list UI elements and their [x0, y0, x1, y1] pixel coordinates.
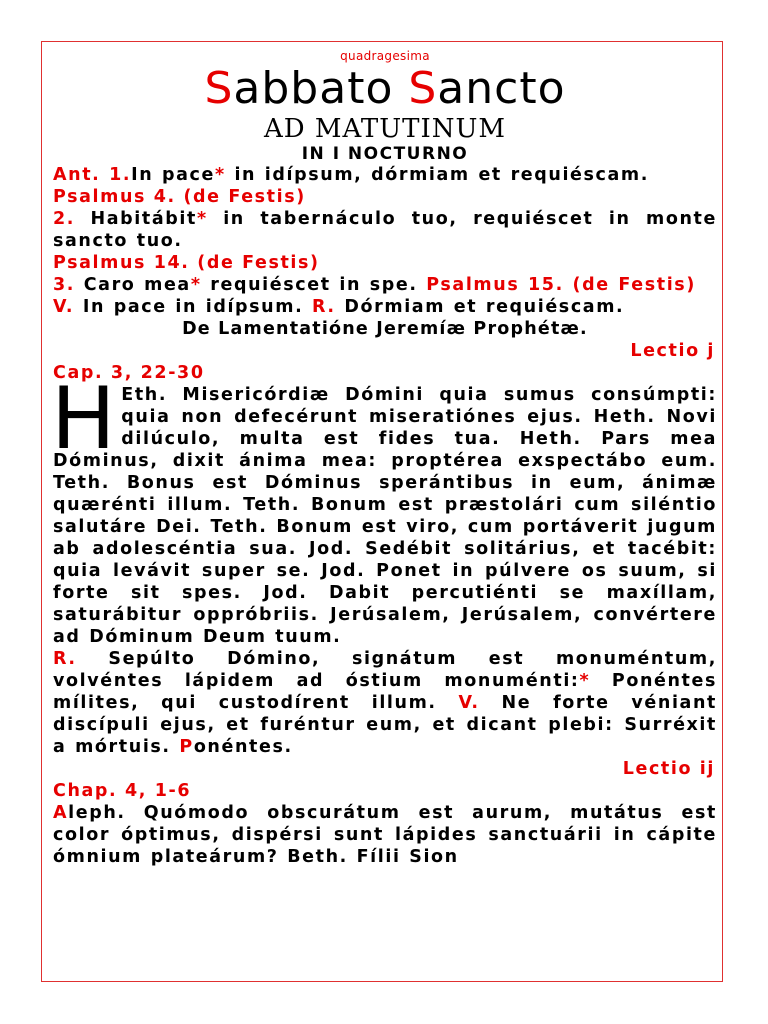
asterisk: * — [579, 671, 591, 691]
title-initial-2: S — [408, 63, 438, 114]
hour-title: AD MATUTINUM — [263, 114, 506, 144]
page-title — [53, 64, 717, 114]
asterisk: * — [190, 275, 202, 295]
antiphon-3-text-a: Caro mea — [75, 275, 191, 295]
versicle — [53, 296, 717, 318]
lectio-1-chapter: Cap. 3, 22-30 — [53, 363, 205, 383]
antiphon-2 — [53, 208, 717, 252]
nocturn-title: IN I NOCTURNO — [301, 144, 469, 164]
responsory-1 — [53, 648, 717, 758]
response-label: R. — [312, 297, 336, 317]
antiphon-1-text-b: in idípsum, dórmiam et requiéscam. — [225, 165, 650, 185]
response-text: Dórmiam et requiéscam. — [335, 297, 625, 317]
antiphon-2-label: 2. — [53, 209, 76, 229]
antiphon-2-text-b: in tabernáculo tuo, requiéscet in monte sancto tuo. — [53, 209, 717, 251]
psalm-15-heading: Psalmus 15. (de Festis) — [426, 275, 696, 295]
lectio-1-body: Eth. Misericórdiæ Dómini quia sumus consúmpti: quia non defecérunt miseratiónes ejus. Heth. Novi dilúculo, multa est fides tua. Heth. Pars mea Dóminus, dixit ánima mea: proptérea exspectábo eum. Teth. Bonus est Dóminus sperántibus in eum, ánimæ quærénti illum. Teth. Bonum est præstolári cum siléntio salutáre Dei. Teth. Bonum est viro, cum portáverit jugum ab adolescéntia sua. Jod. Sedébit solitárius, et tacébit: quia levávit super se. Jod. Ponet in púlvere os suum, si forte sit spes. Jod. Dabit percutiénti se maxíllam, saturábitur oppróbriis. Jerúsalem, Jerúsalem, convértere ad Dóminum Deum tuum. — [53, 385, 717, 647]
title-part-1: abbato — [233, 63, 409, 114]
responsory-versicle-text: Ne forte véniant discípuli ejus, et furéntur eum, et dicant plebi: Surréxit a mórtuis. — [53, 693, 717, 757]
responsory-versicle-label: V. — [458, 693, 480, 713]
antiphon-2-text-a: Habitábit — [75, 209, 197, 229]
psalm-14-heading: Psalmus 14. (de Festis) — [53, 253, 320, 273]
asterisk: * — [214, 165, 226, 185]
responsory-text-a: Sepúlto Dómino, signátum est monuméntum, volvéntes lápidem ad óstium monuménti: — [53, 649, 717, 691]
versicle-text: In pace in idípsum. — [74, 297, 313, 317]
title-part-2: ancto — [437, 63, 566, 114]
lectio-2-chapter: Chap. 4, 1-6 — [53, 781, 192, 801]
psalm-4-heading: Psalmus 4. (de Festis) — [53, 187, 306, 207]
lamentation-title: De Lamentatióne Jeremíæ Prophétæ. — [182, 319, 588, 339]
antiphon-1 — [53, 164, 717, 186]
antiphon-1-label: Ant. 1. — [53, 165, 132, 185]
title-initial-1: S — [204, 63, 234, 114]
antiphon-1-text-a: In pace — [131, 165, 215, 185]
antiphon-3-label: 3. — [53, 275, 76, 295]
antiphon-3-text-b: requiéscet in spe. — [201, 275, 427, 295]
repetition-initial: P — [179, 737, 194, 757]
asterisk: * — [196, 209, 208, 229]
lectio-2-body: leph. Quómodo obscurátum est aurum, mutátus est color óptimus, dispérsi sunt lápides sanctuárii in cápite ómnium plateárum? Beth. Fílii Sion — [53, 803, 717, 867]
antiphon-3 — [53, 274, 717, 296]
office-text — [53, 48, 717, 868]
season-label: quadragesima — [340, 49, 430, 63]
lectio-2-text — [53, 802, 717, 868]
lectio-2-initial: A — [53, 803, 69, 823]
responsory-label: R. — [53, 649, 77, 669]
responsory-text-b: Ponéntes mílites, qui custodírent illum. — [53, 671, 717, 713]
drop-cap: H — [51, 369, 118, 469]
lectio-1-label: Lectio j — [630, 341, 715, 361]
versicle-label: V. — [53, 297, 75, 317]
lectio-2-label: Lectio ij — [622, 759, 715, 779]
repetition-text: onéntes. — [193, 737, 293, 757]
